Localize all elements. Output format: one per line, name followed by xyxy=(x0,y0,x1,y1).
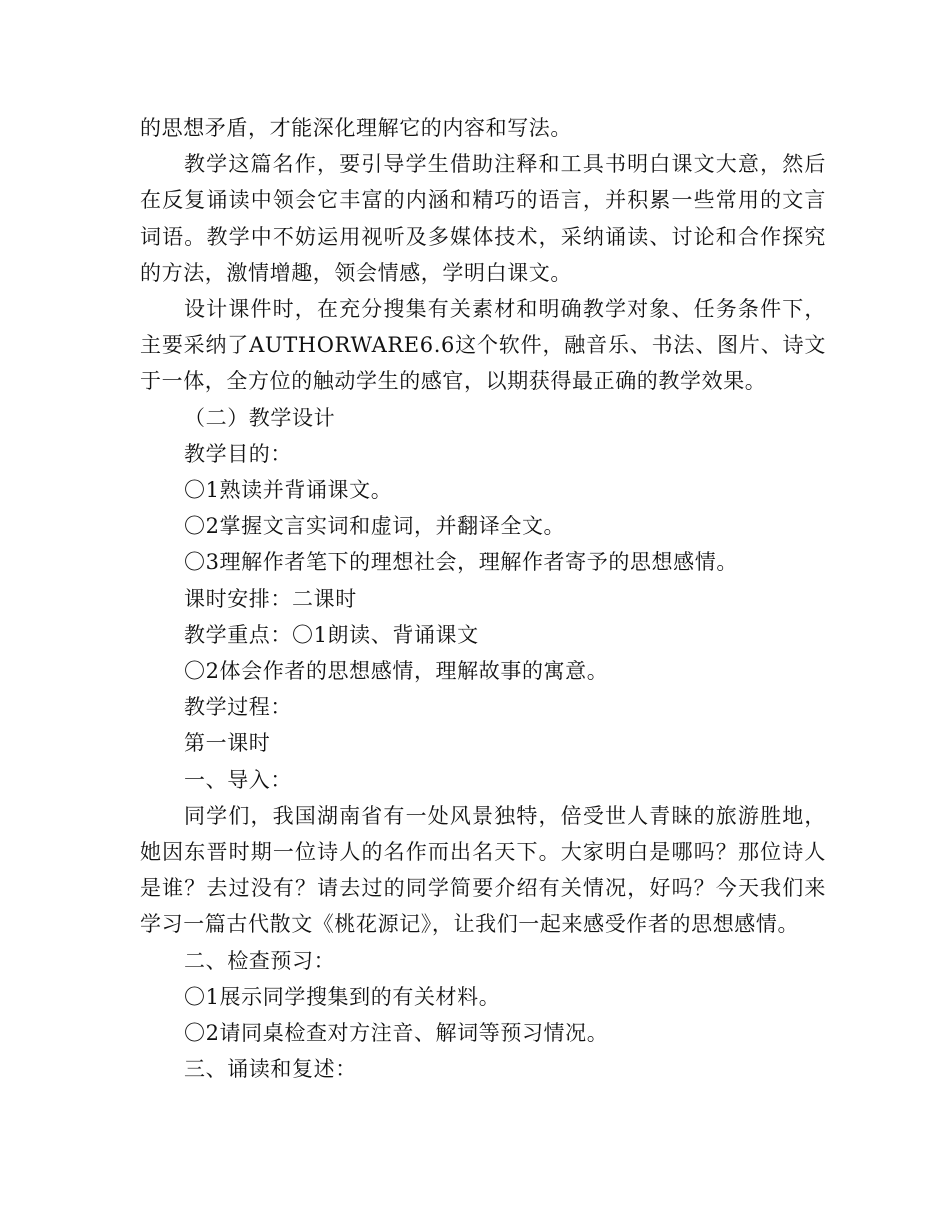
step-heading-introduction: 一、导入： xyxy=(184,767,292,792)
label-teaching-process: 教学过程： xyxy=(184,695,292,720)
preview-item-1: 〇1展示同学搜集到的有关材料。 xyxy=(184,984,501,1009)
key-point-item-2: 〇2体会作者的思想感情，理解故事的寓意。 xyxy=(184,659,609,684)
step-heading-reading-retelling: 三、诵读和复述： xyxy=(184,1057,357,1082)
objective-item-2: 〇2掌握文言实词和虚词，并翻译全文。 xyxy=(184,514,566,539)
label-schedule: 课时安排：二课时 xyxy=(184,586,357,611)
document-body xyxy=(140,110,826,1087)
objective-item-3: 〇3理解作者笔下的理想社会，理解作者寄予的思想感情。 xyxy=(184,550,738,575)
paragraph-teaching-approach: 教学这篇名作，要引导学生借助注释和工具书明白课文大意，然后在反复诵读中领会它丰富的内涵和精巧的语言，并积累一些常用的文言词语。教学中不妨运用视听及多媒体技术，采纳诵读、讨论和合作探究的方法，激情增趣，领会情感，学明白课文。 xyxy=(140,152,826,285)
preview-item-2: 〇2请同桌检查对方注音、解词等预习情况。 xyxy=(184,1021,609,1046)
paragraph-continuation: 的思想矛盾，才能深化理解它的内容和写法。 xyxy=(140,116,572,140)
step-heading-preview-check: 二、检查预习： xyxy=(184,948,336,973)
paragraph-introduction: 同学们，我国湖南省有一处风景独特，倍受世人青睐的旅游胜地，她因东晋时期一位诗人的名作而出名天下。大家明白是哪吗？那位诗人是谁？去过没有？请去过的同学简要介绍有关情况，好吗？今天我们来学习一篇古代散文《桃花源记》，让我们一起来感受作者的思想感情。 xyxy=(140,803,826,937)
label-teaching-objectives: 教学目的： xyxy=(184,441,292,466)
objective-item-1: 〇1熟读并背诵课文。 xyxy=(184,478,393,503)
label-first-lesson: 第一课时 xyxy=(184,731,271,756)
paragraph-courseware-design: 设计课件时，在充分搜集有关素材和明确教学对象、任务条件下，主要采纳了AUTHORWARE6.6这个软件，融音乐、书法、图片、诗文于一体，全方位的触动学生的感官，以期获得最正确的教学效果。 xyxy=(140,297,826,394)
label-key-points: 教学重点：〇1朗读、背诵课文 xyxy=(184,622,479,647)
section-heading-teaching-design: （二）教学设计 xyxy=(184,405,336,430)
